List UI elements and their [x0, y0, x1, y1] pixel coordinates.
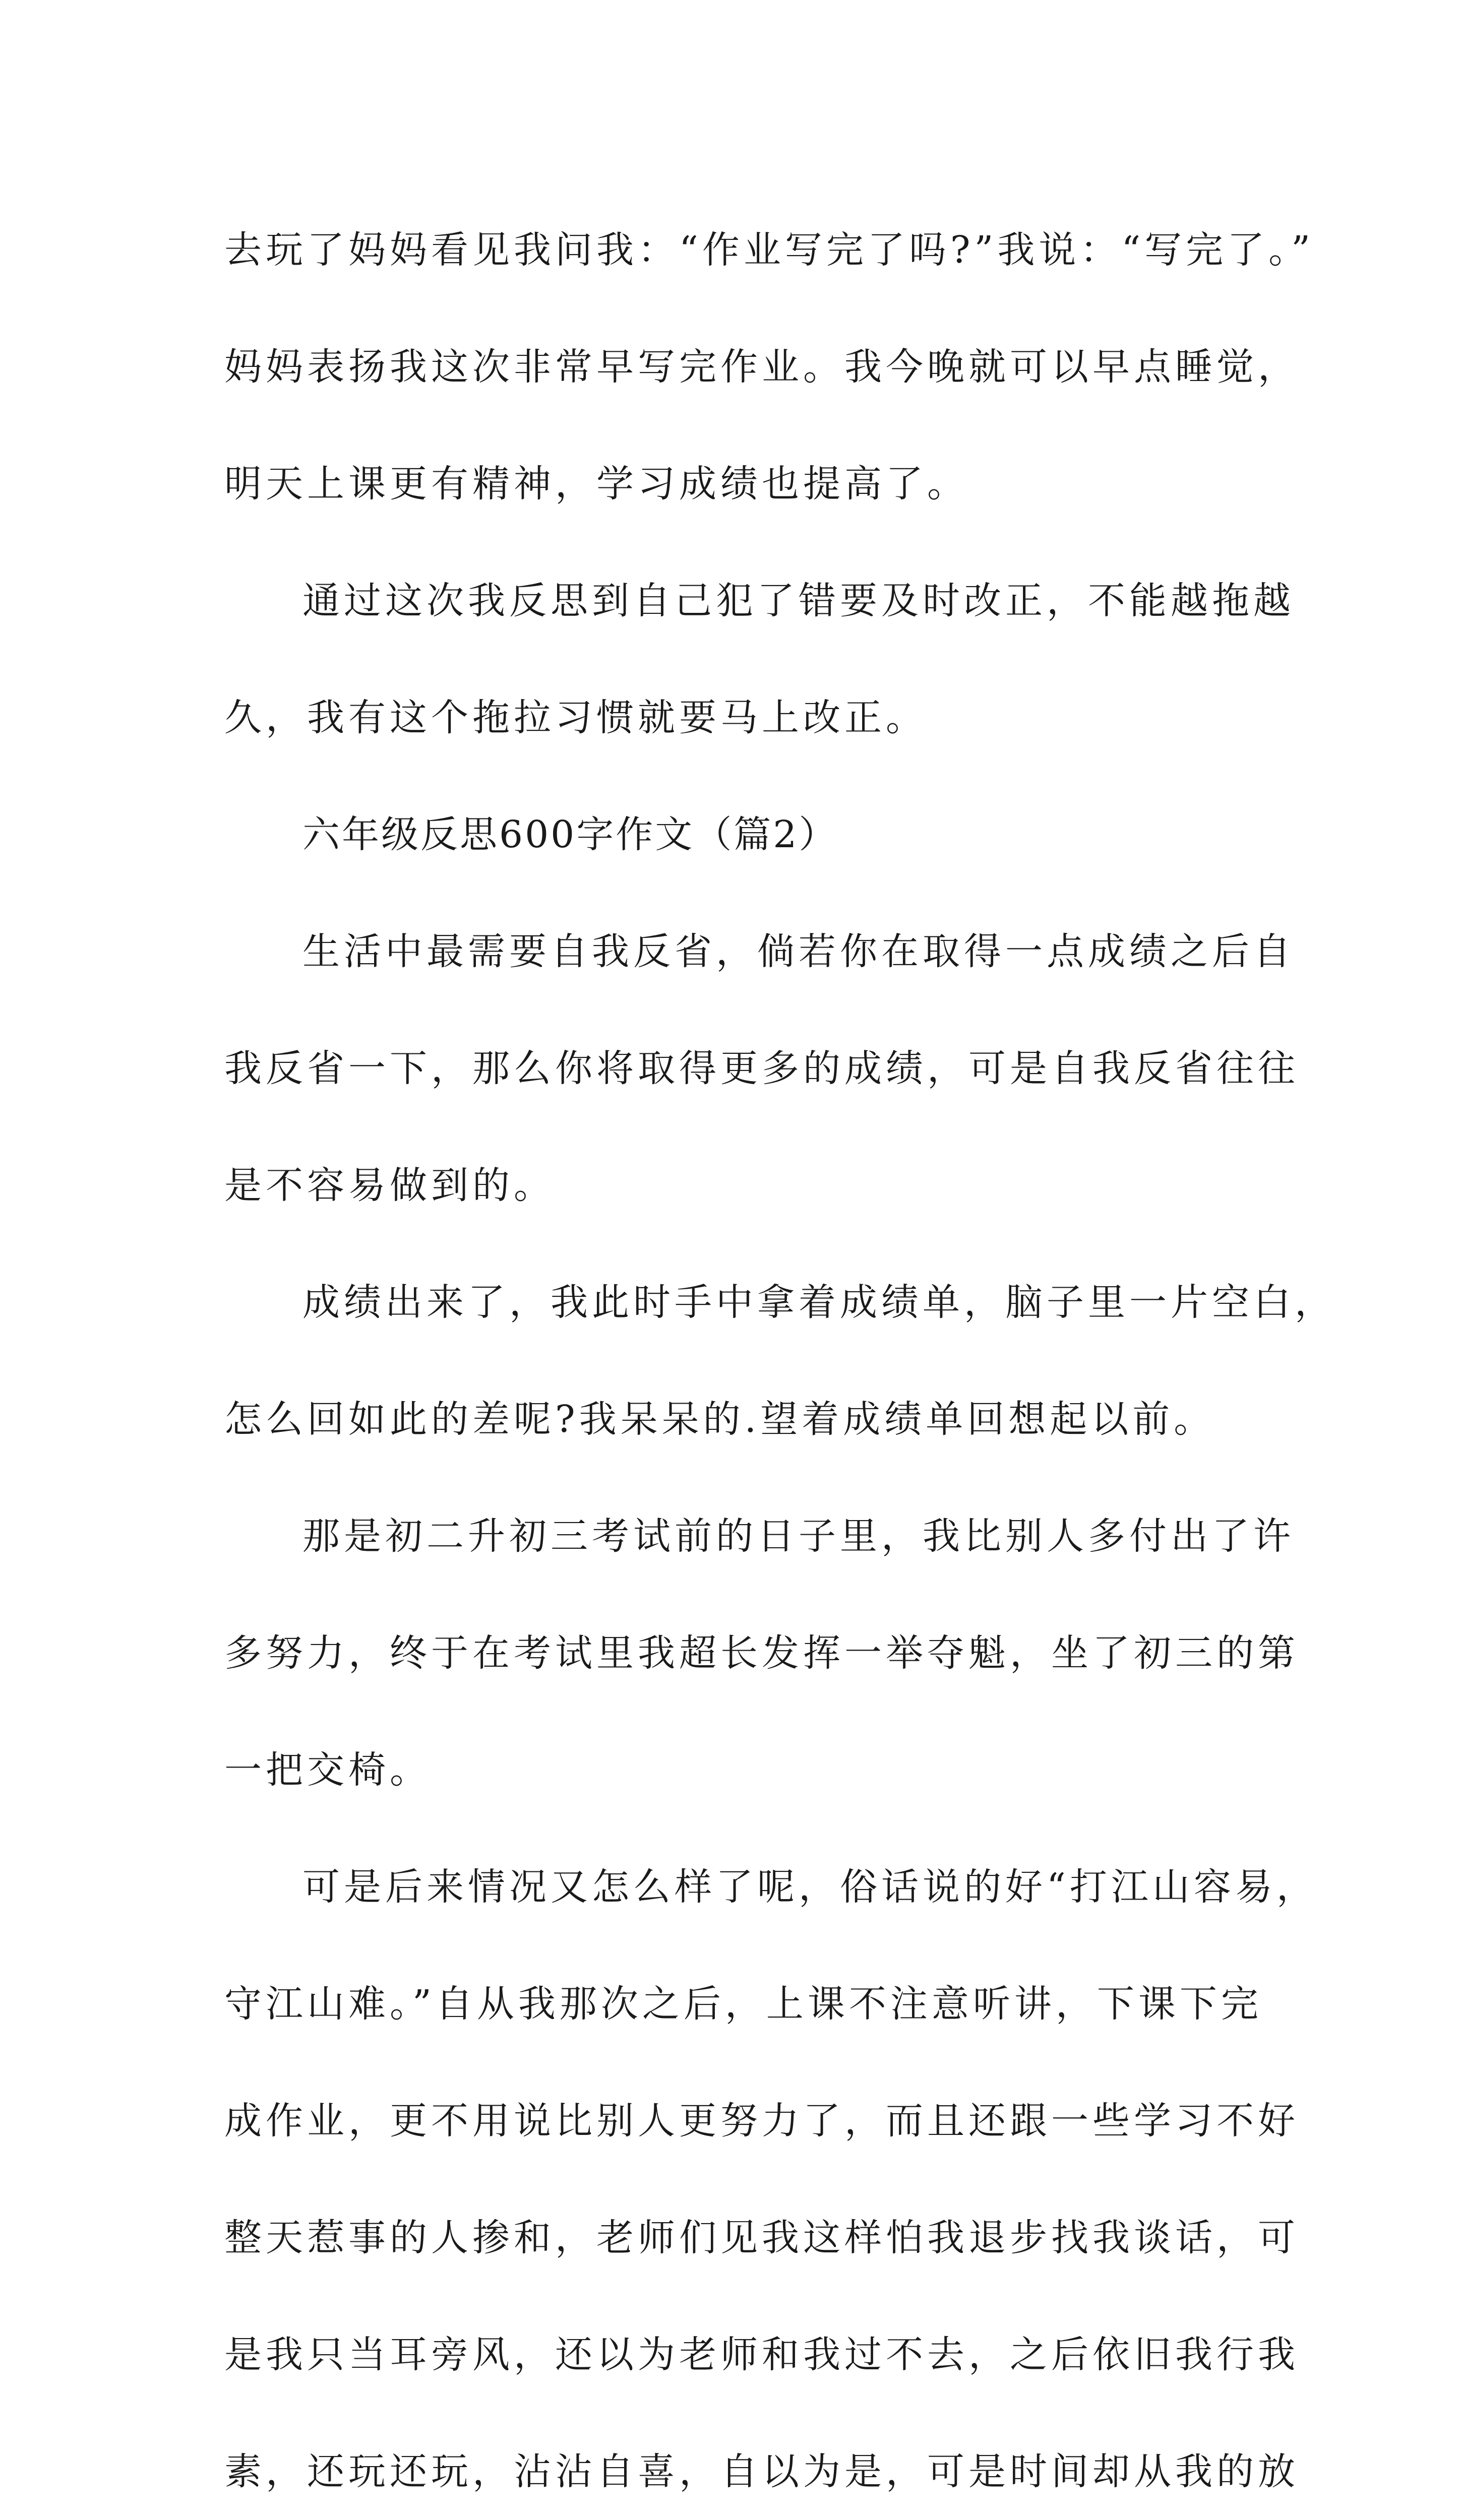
text-line: 我反省一下，那么你将取得更多的成绩，可是自我反省往往: [224, 1047, 1299, 1090]
text-line: 是我只当耳旁风，还以为老师和我过不去，之后依旧我行我: [224, 2333, 1299, 2376]
text-line: 妈妈表扬我这次非常早写完作业。我今晚就可以早点睡觉，: [224, 345, 1299, 389]
text-line: 一把交椅。: [224, 1748, 431, 1792]
text-line: 整天惹事的人掺和，老师们见我这样怕我退步找我谈话，可: [224, 2216, 1299, 2259]
paragraph-first-line: 那是初二升初三考试前的日子里，我比别人多付出了许: [302, 1515, 1295, 1558]
paragraph-first-line: 成绩出来了，我此时手中拿着成绩单，脑子里一片空白，: [302, 1281, 1336, 1324]
section-heading: 六年级反思600字作文（篇2）: [302, 813, 838, 856]
text-line: 明天上课更有精神，学习成绩也提高了。: [224, 462, 968, 506]
text-line: 成作业，更不用说比别人更努力了，而且还跟一些学习不好: [224, 2099, 1299, 2143]
text-line: 久，我有这个拖拉习惯就要马上改正。: [224, 696, 927, 739]
paragraph-first-line: 可是后来情况又怎么样了呢，俗话说的好“打江山容易，: [302, 1865, 1318, 1909]
paragraph-first-line: 生活中最需要自我反省，倘若你在取得一点成绩之后自: [302, 930, 1295, 973]
text-line: 是不容易做到的。: [224, 1164, 555, 1207]
text-line: 去玩了妈妈看见我问我：“作业写完了吗?”我说：“写完了。”: [224, 228, 1314, 272]
text-line: 素，还玩还玩，沾沾自喜，自以为是，可是时间却从我的放: [224, 2450, 1299, 2493]
text-line: 怎么回如此的差呢?我呆呆的.望着成绩单回想起以前。: [224, 1398, 1215, 1441]
text-line: 多努力，终于在考试里我超长发挥一举夺魁，坐了初三的第: [224, 1631, 1299, 1675]
document-body: [224, 192, 1336, 2520]
text-line: 守江山难。”自从我那次之后，上课不注意听讲，下课下完: [224, 1982, 1262, 2026]
paragraph-first-line: 通过这次我反思到自己犯了错要及时改正，不能越拖越: [302, 579, 1295, 622]
